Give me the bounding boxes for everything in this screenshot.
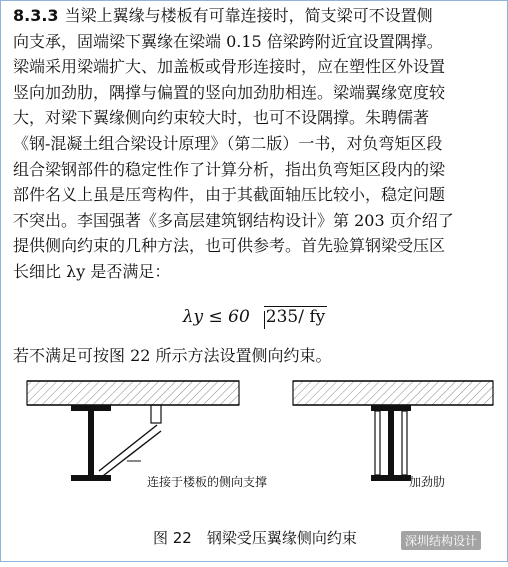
watermark-logo: 深圳结构设计 [401, 531, 481, 550]
text-line: 组合梁钢部件的稳定性作了计算分析，指出负弯矩区段内的梁 [13, 159, 446, 179]
text-line [13, 3, 503, 29]
body-text [13, 3, 503, 285]
lateral-brace-lower [99, 431, 161, 479]
right-slab [293, 381, 493, 405]
text-line: 大，对梁下翼缘侧向约束较大时，也可不设隅撑。朱聘儒著 [13, 108, 430, 128]
formula-lhs: λy ≤ 60 [182, 307, 250, 327]
left-top-flange [71, 405, 111, 411]
right-detail [293, 381, 493, 481]
left-bottom-flange [71, 475, 111, 481]
section-number: 8.3.3 [13, 6, 59, 25]
text-line: 提供侧向约束的几种方法，也可供参考。首先验算钢梁受压区 [13, 236, 446, 256]
text-line: 向支承，固端梁下翼缘在梁端 0.15 倍梁跨附近宜设置隅撑。 [13, 31, 443, 51]
right-bottom-flange [371, 475, 411, 481]
text-line: 竖向加劲肋，隅撑与偏置的竖向加劲肋相连。梁端翼缘宽度较 [13, 82, 446, 102]
text-line: 不突出。李国强著《多高层建筑钢结构设计》第 203 页介绍了 [13, 210, 454, 230]
line-text: 当梁上翼缘与楼板有可靠连接时，简支梁可不设置侧 [64, 6, 433, 25]
right-web [388, 411, 394, 475]
text-line: 长细比 λy 是否满足： [13, 261, 171, 281]
sqrt-symbol [250, 307, 327, 327]
right-top-flange [371, 405, 411, 411]
text-line: 梁端采用梁端扩大、加盖板或骨形连接时，应在塑性区外设置 [13, 57, 446, 77]
stiffener-right [402, 411, 407, 475]
lateral-brace-label: 连接于楼板的侧向支撑 [147, 475, 268, 489]
text-line: 部件名义上虽是压弯构件，由于其截面轴压比较小，稳定问题 [13, 185, 446, 205]
left-web [88, 411, 94, 475]
slab-bracket [151, 405, 161, 423]
after-formula-text: 若不满足可按图 22 所示方法设置侧向约束。 [13, 346, 332, 365]
figure-caption: 图 22 钢梁受压翼缘侧向约束 [153, 529, 357, 547]
slenderness-formula [1, 307, 508, 327]
formula-radicand: 235/ fy [265, 307, 326, 327]
left-detail [27, 381, 239, 481]
stiffener-label: 加劲肋 [409, 475, 446, 489]
stiffener-left [375, 411, 380, 475]
left-slab [27, 381, 239, 405]
lateral-brace-upper [99, 425, 157, 471]
text-line: 《钢-混凝土组合梁设计原理》（第二版）一书，对负弯矩区段 [13, 133, 443, 153]
